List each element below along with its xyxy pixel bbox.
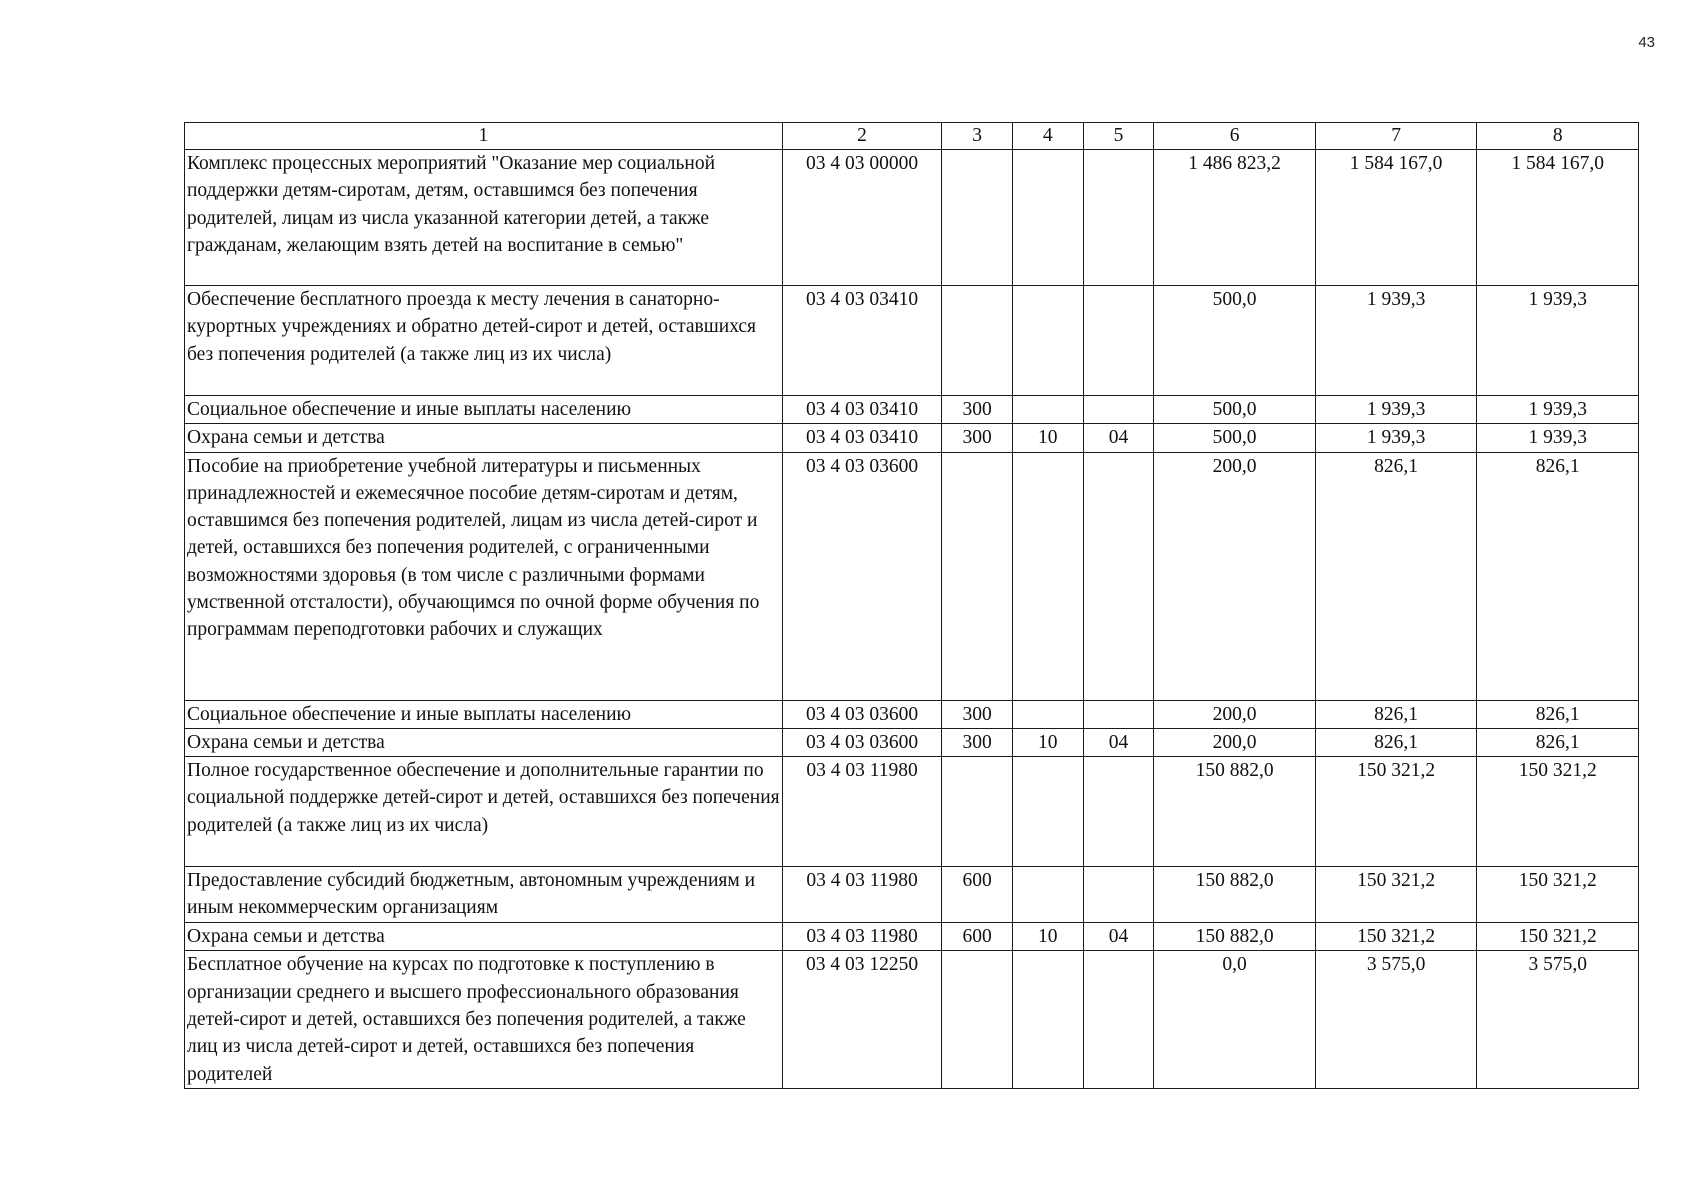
row-col3 [942,150,1013,286]
row-code: 03 4 03 03600 [782,700,942,728]
budget-table [184,122,1639,1089]
row-code: 03 4 03 03600 [782,452,942,700]
row-col4 [1012,757,1083,867]
row-col5 [1083,700,1154,728]
row-value-6: 150 882,0 [1154,923,1316,951]
table-row [185,951,1639,1088]
row-name: Охрана семьи и детства [185,728,783,756]
row-value-6: 150 882,0 [1154,757,1316,867]
table-row [185,396,1639,424]
row-col3: 300 [942,424,1013,452]
row-value-8: 826,1 [1477,728,1639,756]
table-row [185,867,1639,923]
row-col4 [1012,396,1083,424]
row-value-8: 150 321,2 [1477,867,1639,923]
row-value-8: 1 584 167,0 [1477,150,1639,286]
row-value-8: 826,1 [1477,700,1639,728]
row-value-6: 200,0 [1154,728,1316,756]
row-value-6: 0,0 [1154,951,1316,1088]
row-col5 [1083,452,1154,700]
row-value-8: 1 939,3 [1477,396,1639,424]
row-value-6: 150 882,0 [1154,867,1316,923]
row-col4 [1012,150,1083,286]
row-value-7: 150 321,2 [1315,867,1477,923]
row-col3: 600 [942,867,1013,923]
row-value-7: 826,1 [1315,700,1477,728]
row-value-7: 150 321,2 [1315,923,1477,951]
row-value-8: 150 321,2 [1477,757,1639,867]
row-col4 [1012,867,1083,923]
row-code: 03 4 03 11980 [782,867,942,923]
row-code: 03 4 03 03600 [782,728,942,756]
row-name: Охрана семьи и детства [185,424,783,452]
col-header-8: 8 [1477,123,1639,150]
row-value-6: 200,0 [1154,700,1316,728]
row-col4 [1012,286,1083,396]
row-name: Социальное обеспечение и иные выплаты населению [185,700,783,728]
row-col4: 10 [1012,728,1083,756]
row-value-8: 1 939,3 [1477,424,1639,452]
row-value-7: 1 584 167,0 [1315,150,1477,286]
row-col3 [942,286,1013,396]
row-code: 03 4 03 03410 [782,286,942,396]
row-value-6: 500,0 [1154,396,1316,424]
row-col5 [1083,286,1154,396]
row-code: 03 4 03 03410 [782,424,942,452]
table-row [185,150,1639,286]
row-value-6: 500,0 [1154,286,1316,396]
row-name: Обеспечение бесплатного проезда к месту лечения в санаторно-курортных учреждениях и обратно детей-сирот и детей, оставшихся без попечения родителей (а также лиц из их числа) [185,286,783,396]
row-value-6: 500,0 [1154,424,1316,452]
row-col3 [942,951,1013,1088]
row-value-7: 826,1 [1315,728,1477,756]
row-col3: 600 [942,923,1013,951]
row-code: 03 4 03 03410 [782,396,942,424]
table-row [185,452,1639,700]
row-col3 [942,452,1013,700]
row-value-8: 1 939,3 [1477,286,1639,396]
row-value-7: 826,1 [1315,452,1477,700]
row-name: Охрана семьи и детства [185,923,783,951]
table-row [185,424,1639,452]
row-name: Пособие на приобретение учебной литературы и письменных принадлежностей и ежемесячное пособие детям-сиротам и детям, оставшимся без попечения родителей, лицам из числа детей-сирот и детей, оставшихся без попечения родителей, с ограниченными возможностями здоровья (в том числе с различными формами умственной отсталости), обучающимся по очной форме обучения по программам переподготовки рабочих и служащих [185,452,783,700]
col-header-3: 3 [942,123,1013,150]
col-header-1: 1 [185,123,783,150]
col-header-7: 7 [1315,123,1477,150]
row-col5 [1083,951,1154,1088]
row-name: Полное государственное обеспечение и дополнительные гарантии по социальной поддержке детей-сирот и детей, оставшихся без попечения родителей (а также лиц из их числа) [185,757,783,867]
table-row [185,286,1639,396]
row-value-7: 1 939,3 [1315,396,1477,424]
row-code: 03 4 03 11980 [782,923,942,951]
row-col4: 10 [1012,424,1083,452]
row-col5: 04 [1083,728,1154,756]
row-name: Предоставление субсидий бюджетным, автономным учреждениям и иным некоммерческим организациям [185,867,783,923]
row-value-7: 150 321,2 [1315,757,1477,867]
row-col5 [1083,150,1154,286]
table-row [185,700,1639,728]
row-col3: 300 [942,728,1013,756]
row-col5 [1083,867,1154,923]
row-col4 [1012,700,1083,728]
col-header-2: 2 [782,123,942,150]
page-number: 43 [1638,34,1655,51]
row-col3 [942,757,1013,867]
row-col5: 04 [1083,424,1154,452]
row-col4 [1012,951,1083,1088]
row-col5 [1083,396,1154,424]
row-name: Социальное обеспечение и иные выплаты населению [185,396,783,424]
col-header-5: 5 [1083,123,1154,150]
table-row [185,757,1639,867]
row-name: Комплекс процессных мероприятий "Оказание мер социальной поддержки детям-сиротам, детям, оставшимся без попечения родителей, лицам из числа указанной категории детей, а также гражданам, желающим взять детей на воспитание в семью" [185,150,783,286]
row-value-6: 200,0 [1154,452,1316,700]
row-col3: 300 [942,700,1013,728]
col-header-6: 6 [1154,123,1316,150]
row-value-8: 150 321,2 [1477,923,1639,951]
row-value-6: 1 486 823,2 [1154,150,1316,286]
row-code: 03 4 03 00000 [782,150,942,286]
row-value-7: 3 575,0 [1315,951,1477,1088]
row-code: 03 4 03 12250 [782,951,942,1088]
row-name: Бесплатное обучение на курсах по подготовке к поступлению в организации среднего и высшего профессионального образования детей-сирот и детей, оставшихся без попечения родителей, а также лиц из числа детей-сирот и детей, оставшихся без попечения родителей [185,951,783,1088]
header-row [185,123,1639,150]
row-value-7: 1 939,3 [1315,286,1477,396]
row-value-8: 826,1 [1477,452,1639,700]
col-header-4: 4 [1012,123,1083,150]
row-value-7: 1 939,3 [1315,424,1477,452]
row-value-8: 3 575,0 [1477,951,1639,1088]
table-row [185,728,1639,756]
row-col5 [1083,757,1154,867]
row-col5: 04 [1083,923,1154,951]
row-code: 03 4 03 11980 [782,757,942,867]
table-row [185,923,1639,951]
row-col4 [1012,452,1083,700]
row-col4: 10 [1012,923,1083,951]
row-col3: 300 [942,396,1013,424]
